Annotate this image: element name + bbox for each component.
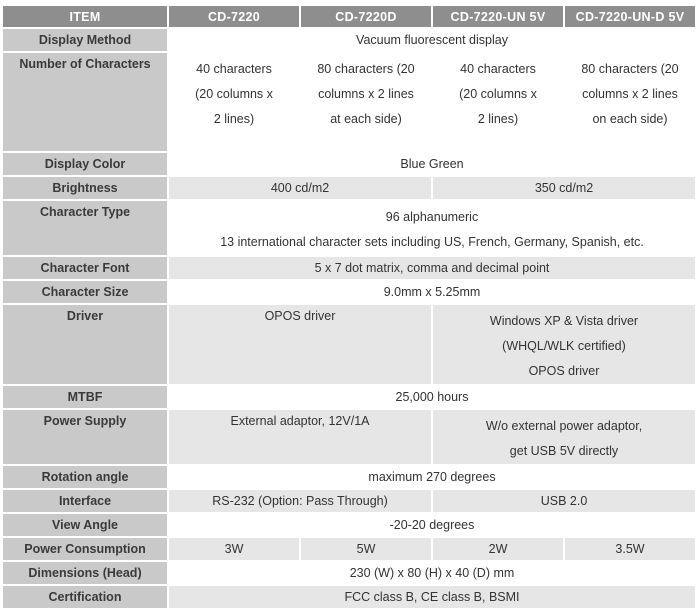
- row-display-method: [3, 29, 695, 51]
- text-line: 80 characters (20: [581, 62, 679, 76]
- row-brightness: [3, 177, 695, 199]
- value-power-cd-7220-un-d-5v: 3.5W: [565, 538, 695, 560]
- value-interface-cd-7220: RS-232 (Option: Pass Through): [169, 490, 431, 512]
- value-brightness-cd-7220-un: 350 cd/m2: [433, 177, 695, 199]
- row-interface: [3, 490, 695, 512]
- row-power-supply: [3, 410, 695, 464]
- header-item: ITEM: [3, 6, 167, 27]
- value-mtbf: 25,000 hours: [169, 386, 695, 408]
- value-brightness-cd-7220: 400 cd/m2: [169, 177, 431, 199]
- row-character-font: [3, 257, 695, 279]
- value-display-method: Vacuum fluorescent display: [169, 29, 695, 51]
- value-interface-cd-7220-un: USB 2.0: [433, 490, 695, 512]
- text-line: 40 characters: [460, 62, 536, 76]
- row-driver: [3, 305, 695, 384]
- label-display-color: Display Color: [3, 153, 167, 175]
- text-line: Windows XP & Vista driver: [489, 314, 639, 328]
- text-line: 2 lines): [213, 112, 255, 126]
- label-display-method: Display Method: [3, 29, 167, 51]
- text-line: columns x 2 lines: [318, 87, 414, 101]
- value-power-cd-7220-un-5v: 2W: [433, 538, 563, 560]
- label-character-font: Character Font: [3, 257, 167, 279]
- text-line: on each side): [592, 112, 668, 126]
- row-number-of-characters: [3, 53, 695, 151]
- text-line: (20 columns x: [459, 87, 537, 101]
- text-line: (20 columns x: [195, 87, 273, 101]
- row-display-color: [3, 153, 695, 175]
- text-line: columns x 2 lines: [582, 87, 678, 101]
- text-line: 40 characters: [196, 62, 272, 76]
- label-dimensions: Dimensions (Head): [3, 562, 167, 584]
- text-line: W/o external power adaptor,: [485, 419, 643, 433]
- row-character-type: [3, 201, 695, 255]
- value-power-cd-7220: 3W: [169, 538, 299, 560]
- text-line: at each side): [330, 112, 402, 126]
- value-display-color: Blue Green: [169, 153, 695, 175]
- label-brightness: Brightness: [3, 177, 167, 199]
- label-view-angle: View Angle: [3, 514, 167, 536]
- spec-table: [1, 4, 697, 610]
- value-rotation-angle: maximum 270 degrees: [169, 466, 695, 488]
- text-line: (WHQL/WLK certified): [502, 339, 626, 353]
- row-dimensions: [3, 562, 695, 584]
- value-power-cd-7220d: 5W: [301, 538, 431, 560]
- header-model-cd-7220d: CD-7220D: [301, 6, 431, 27]
- value-power-supply-cd-7220-un: [433, 410, 695, 464]
- text-line: 2 lines): [477, 112, 519, 126]
- value-characters-cd-7220-un-d-5v: [565, 53, 695, 151]
- value-certification: FCC class B, CE class B, BSMI: [169, 586, 695, 608]
- header-model-cd-7220: CD-7220: [169, 6, 299, 27]
- text-line: 80 characters (20: [317, 62, 415, 76]
- row-mtbf: [3, 386, 695, 408]
- value-view-angle: -20-20 degrees: [169, 514, 695, 536]
- label-rotation-angle: Rotation angle: [3, 466, 167, 488]
- value-power-supply-cd-7220: External adaptor, 12V/1A: [169, 410, 431, 464]
- label-driver: Driver: [3, 305, 167, 384]
- label-mtbf: MTBF: [3, 386, 167, 408]
- header-row: [3, 6, 695, 27]
- value-character-size: 9.0mm x 5.25mm: [169, 281, 695, 303]
- value-driver-cd-7220-un: [433, 305, 695, 384]
- label-power-supply: Power Supply: [3, 410, 167, 464]
- text-line: 13 international character sets including US, French, Germany, Spanish, etc.: [220, 235, 644, 249]
- row-view-angle: [3, 514, 695, 536]
- label-power-consumption: Power Consumption: [3, 538, 167, 560]
- value-character-type: [169, 201, 695, 255]
- value-characters-cd-7220d: [301, 53, 431, 151]
- row-rotation-angle: [3, 466, 695, 488]
- label-character-size: Character Size: [3, 281, 167, 303]
- row-certification: [3, 586, 695, 608]
- row-character-size: [3, 281, 695, 303]
- label-character-type: Character Type: [3, 201, 167, 255]
- text-line: get USB 5V directly: [509, 444, 619, 458]
- value-character-font: 5 x 7 dot matrix, comma and decimal point: [169, 257, 695, 279]
- text-line: 96 alphanumeric: [385, 210, 479, 224]
- label-interface: Interface: [3, 490, 167, 512]
- value-driver-cd-7220: OPOS driver: [169, 305, 431, 384]
- row-power-consumption: [3, 538, 695, 560]
- text-line: OPOS driver: [528, 364, 600, 378]
- value-characters-cd-7220-un-5v: [433, 53, 563, 151]
- value-dimensions: 230 (W) x 80 (H) x 40 (D) mm: [169, 562, 695, 584]
- label-number-of-characters: Number of Characters: [3, 53, 167, 151]
- value-characters-cd-7220: [169, 53, 299, 151]
- label-certification: Certification: [3, 586, 167, 608]
- header-model-cd-7220-un-d-5v: CD-7220-UN-D 5V: [565, 6, 695, 27]
- header-model-cd-7220-un-5v: CD-7220-UN 5V: [433, 6, 563, 27]
